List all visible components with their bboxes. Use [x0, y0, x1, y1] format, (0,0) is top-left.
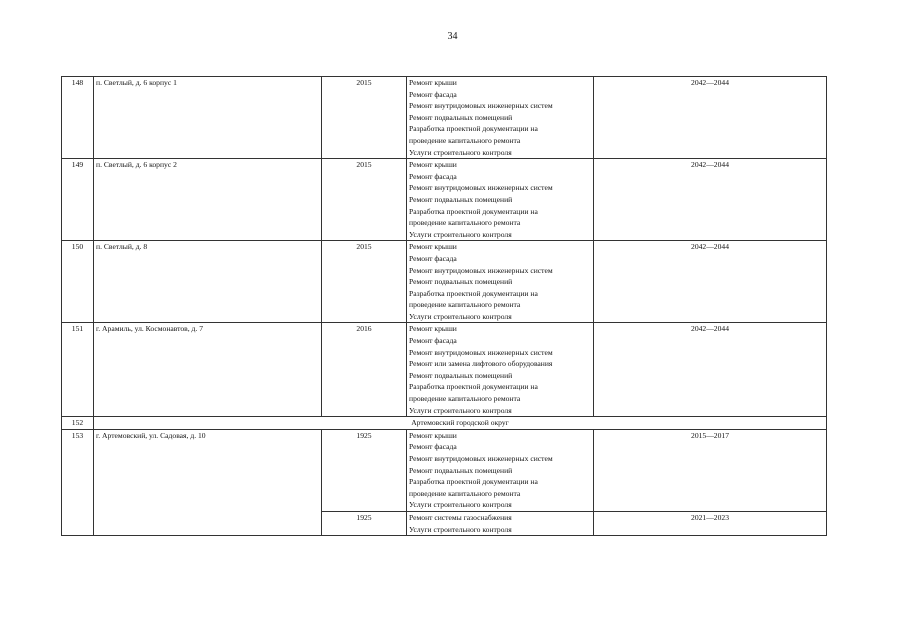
work-item: Ремонт подвальных помещений [409, 194, 513, 204]
work-item: Ремонт фасада [409, 171, 457, 181]
row-number: 148 [62, 77, 94, 159]
work-item: проведение капитального ремонта [409, 135, 521, 145]
work-item: Ремонт фасада [409, 442, 457, 452]
work-item: Услуги строительного контроля [409, 405, 512, 415]
row-works [407, 511, 594, 535]
row-period: 2015—2017 [594, 429, 827, 511]
row-number: 153 [62, 429, 94, 535]
work-item: проведение капитального ремонта [409, 394, 521, 404]
work-item: Услуги строительного контроля [409, 229, 512, 239]
work-item: Услуги строительного контроля [409, 147, 512, 157]
row-works [407, 77, 594, 159]
work-item: Разработка проектной документации на [409, 206, 538, 216]
district-row [62, 417, 827, 430]
work-item: Ремонт подвальных помещений [409, 370, 513, 380]
row-period: 2021—2023 [594, 511, 827, 535]
work-item: Разработка проектной документации на [409, 477, 538, 487]
work-item: Ремонт фасада [409, 336, 457, 346]
table-row [62, 241, 827, 323]
work-item: Разработка проектной документации на [409, 124, 538, 134]
work-item: Ремонт системы газоснабжения [409, 512, 512, 522]
work-item: Ремонт фасада [409, 253, 457, 263]
work-item: Услуги строительного контроля [409, 500, 512, 510]
row-works [407, 241, 594, 323]
table-row [62, 429, 827, 511]
row-period: 2042—2044 [594, 241, 827, 323]
row-works [407, 429, 594, 511]
row-works [407, 323, 594, 417]
work-item: Услуги строительного контроля [409, 311, 512, 321]
row-address: п. Светлый, д. 6 корпус 1 [94, 77, 322, 159]
page-number: 34 [447, 31, 458, 42]
work-item: Ремонт внутридомовых инженерных систем [409, 454, 553, 463]
table-row [62, 77, 827, 159]
work-item: Ремонт фасада [409, 89, 457, 99]
work-item: Ремонт крыши [409, 78, 457, 87]
work-item: Ремонт внутридомовых инженерных систем [409, 183, 553, 193]
work-item: Ремонт или замена лифтового оборудования [409, 359, 553, 369]
row-address: г. Арамиль, ул. Космонавтов, д. 7 [94, 323, 322, 417]
row-year: 2015 [322, 241, 407, 323]
row-period: 2042—2044 [594, 77, 827, 159]
row-address: п. Светлый, д. 6 корпус 2 [94, 159, 322, 241]
row-year: 1925 [322, 511, 407, 535]
work-item: Ремонт крыши [409, 242, 457, 252]
work-item: Ремонт внутридомовых инженерных систем [409, 265, 553, 275]
work-item: проведение капитального ремонта [409, 300, 521, 310]
table-row [62, 159, 827, 241]
district-name: Артемовский городской округ [94, 417, 827, 430]
row-year: 2015 [322, 159, 407, 241]
row-period: 2042—2044 [594, 159, 827, 241]
row-works [407, 159, 594, 241]
work-item: проведение капитального ремонта [409, 218, 521, 228]
row-number: 152 [62, 417, 94, 430]
work-item: Ремонт крыши [409, 324, 457, 334]
table-row [62, 323, 827, 417]
work-item: Ремонт внутридомовых инженерных систем [409, 347, 553, 357]
work-item: Ремонт подвальных помещений [409, 112, 513, 122]
work-item: Ремонт крыши [409, 430, 457, 440]
row-year: 2016 [322, 323, 407, 417]
work-item: Ремонт подвальных помещений [409, 465, 513, 475]
row-number: 149 [62, 159, 94, 241]
capital-repair-table [61, 76, 827, 536]
work-item: Ремонт внутридомовых инженерных систем [409, 101, 553, 111]
row-year: 2015 [322, 77, 407, 159]
work-item: Ремонт подвальных помещений [409, 277, 513, 287]
row-number: 151 [62, 323, 94, 417]
row-address: п. Светлый, д. 8 [94, 241, 322, 323]
row-period: 2042—2044 [594, 323, 827, 417]
row-year: 1925 [322, 429, 407, 511]
work-item: Услуги строительного контроля [409, 524, 512, 534]
work-item: Разработка проектной документации на [409, 382, 538, 392]
row-address: г. Артемовский, ул. Садовая, д. 10 [94, 429, 322, 535]
work-item: Ремонт крыши [409, 160, 457, 170]
row-number: 150 [62, 241, 94, 323]
work-item: Разработка проектной документации на [409, 288, 538, 298]
work-item: проведение капитального ремонта [409, 488, 521, 498]
